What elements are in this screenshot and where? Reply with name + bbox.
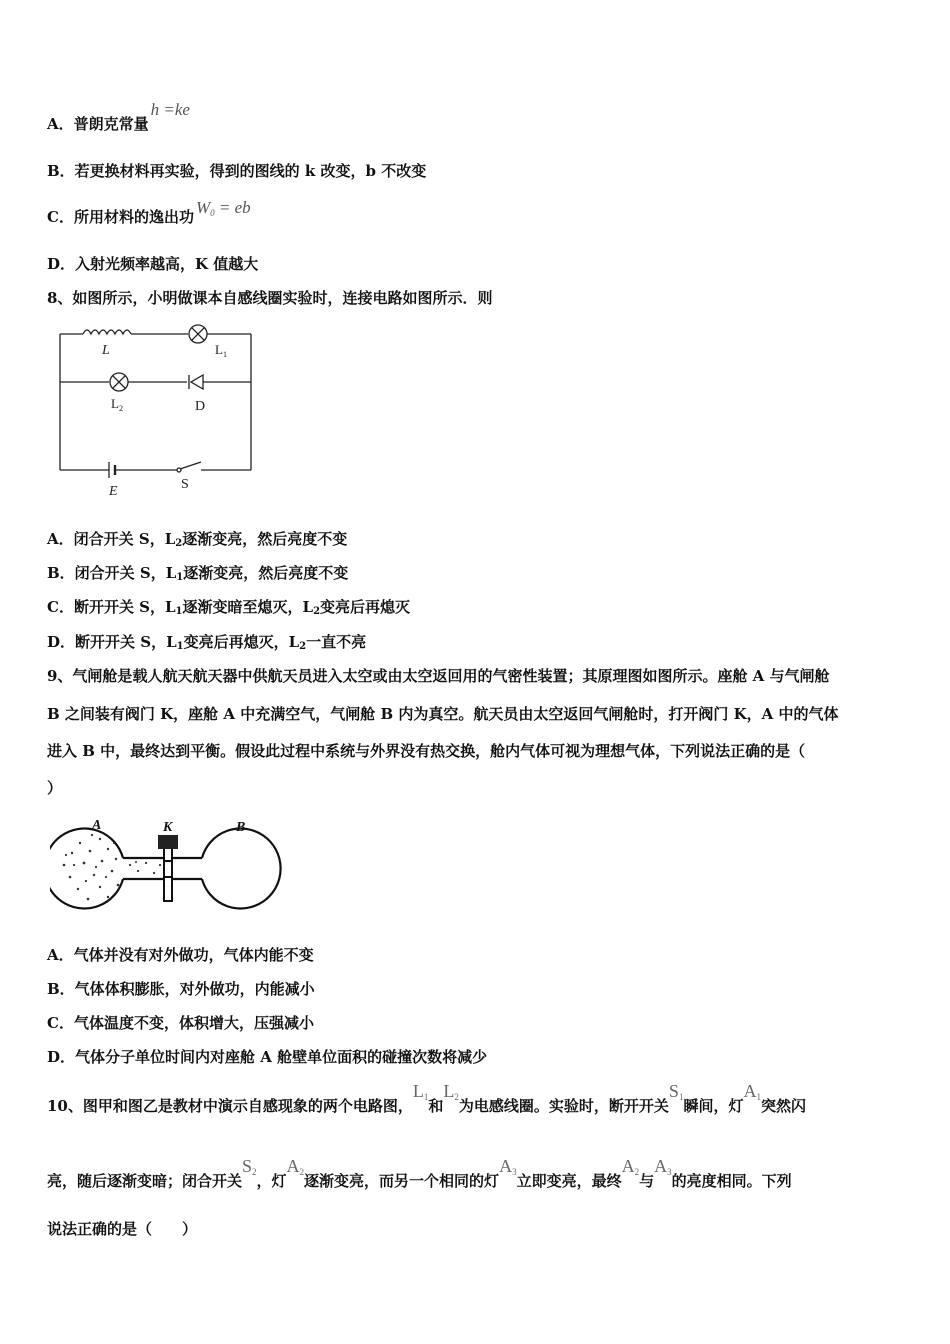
diode-symbol — [191, 375, 203, 389]
q7-option-a — [47, 100, 190, 134]
q10-a3-final: $A_3$ — [654, 1156, 672, 1177]
q7-option-d: D．入射光频率越高，K 值越大 — [47, 255, 259, 273]
q9-stem-line-1: 9、气闸舱是载人航天航天器中供航天员进入太空或由太空返回用的气密性装置；其原理图如图所示。座舱 A 与气闸舱 — [47, 667, 830, 685]
q10-s1: $S_1$ — [668, 1081, 684, 1102]
q7-option-c-text: C．所用材料的逸出功 — [47, 208, 194, 226]
label-chamber-b: B — [236, 820, 246, 835]
chamber-a-outline — [50, 829, 123, 909]
q10-a3: $A_3$ — [499, 1156, 517, 1177]
q7-option-b: B．若更换材料再实验，得到的图线的 k 改变，b 不改变 — [47, 162, 427, 180]
label-battery: E — [109, 484, 118, 499]
q7-option-c — [47, 198, 251, 232]
label-valve-k: K — [163, 820, 173, 835]
q8-option-d: D．断开开关 S，L1变亮后再熄灭，L2一直不亮 — [47, 633, 367, 652]
q10-stem-line-2: 亮，随后逐渐变暗；闭合开关$S_2$，灯$A_2$逐渐变亮，而另一个相同的灯$A_3$立即变亮，最终$A_2$与$A_3$的亮度相同。下列 — [47, 1156, 792, 1190]
q8-stem: 8、如图所示，小明做课本自感线圈实验时，连接电路如图所示．则 — [47, 289, 493, 307]
q10-s2: $S_2$ — [242, 1156, 257, 1177]
q9-option-d: D．气体分子单位时间内对座舱 A 舱壁单位面积的碰撞次数将减少 — [47, 1048, 488, 1066]
q10-a2-final: $A_2$ — [621, 1156, 640, 1177]
q7-option-a-text: A．普朗克常量 — [47, 115, 149, 133]
label-l2: $L_2$ — [111, 396, 123, 413]
label-switch: S — [181, 477, 189, 492]
q9-stem-line-4: ） — [47, 779, 63, 797]
q7-option-a-formula: h =ke — [150, 100, 190, 119]
q9-option-b: B．气体体积膨胀，对外做功，内能减小 — [47, 980, 315, 998]
q10-stem-line-1: 10、图甲和图乙是教材中演示自感现象的两个电路图，$L_1$和$L_2$为电感线圈。实验时，断开开关$S_1$瞬间，灯$A_1$突然闪 — [47, 1081, 806, 1115]
q9-stem-line-2: B 之间装有阀门 K，座舱 A 中充满空气，气闸舱 B 内为真空。航天员由太空返回气闸舱时，打开阀门 K，A 中的气体 — [47, 705, 839, 723]
inductor-coil — [83, 330, 131, 334]
label-diode: D — [195, 399, 206, 414]
valve-k-stem — [164, 841, 172, 901]
valve-k-handle — [158, 835, 178, 849]
label-chamber-a: A — [92, 818, 102, 833]
q8-option-c: C．断开开关 S，L1逐渐变暗至熄灭，L2变亮后再熄灭 — [47, 598, 411, 617]
q9-option-a: A．气体并没有对外做功，气体内能不变 — [47, 946, 314, 964]
q10-a2: $A_2$ — [286, 1156, 305, 1177]
label-inductor: L — [102, 343, 110, 358]
q10-a1: $A_1$ — [743, 1081, 761, 1102]
q10-l1: $L_1$ — [412, 1081, 429, 1102]
q10-l2: $L_2$ — [443, 1081, 459, 1102]
q10-stem-line-3: 说法正确的是（ ） — [47, 1220, 198, 1238]
q9-airlock-figure — [50, 815, 290, 920]
q8-option-a: A．闭合开关 S，L2逐渐变亮，然后亮度不变 — [47, 530, 348, 549]
q9-stem-line-3: 进入 B 中，最终达到平衡。假设此过程中系统与外界没有热交换，舱内气体可视为理想气体，下列说法正确的是（ — [47, 742, 806, 760]
chamber-a-particles — [63, 834, 161, 900]
q8-option-b: B．闭合开关 S，L1逐渐变亮，然后亮度不变 — [47, 564, 349, 583]
q8-circuit-figure — [55, 320, 260, 500]
q7-option-c-formula: $W_0$ = eb — [195, 198, 251, 218]
label-l1: $L_1$ — [215, 342, 227, 359]
q9-option-c: C．气体温度不变，体积增大，压强减小 — [47, 1014, 314, 1032]
chamber-b-outline — [202, 829, 281, 909]
